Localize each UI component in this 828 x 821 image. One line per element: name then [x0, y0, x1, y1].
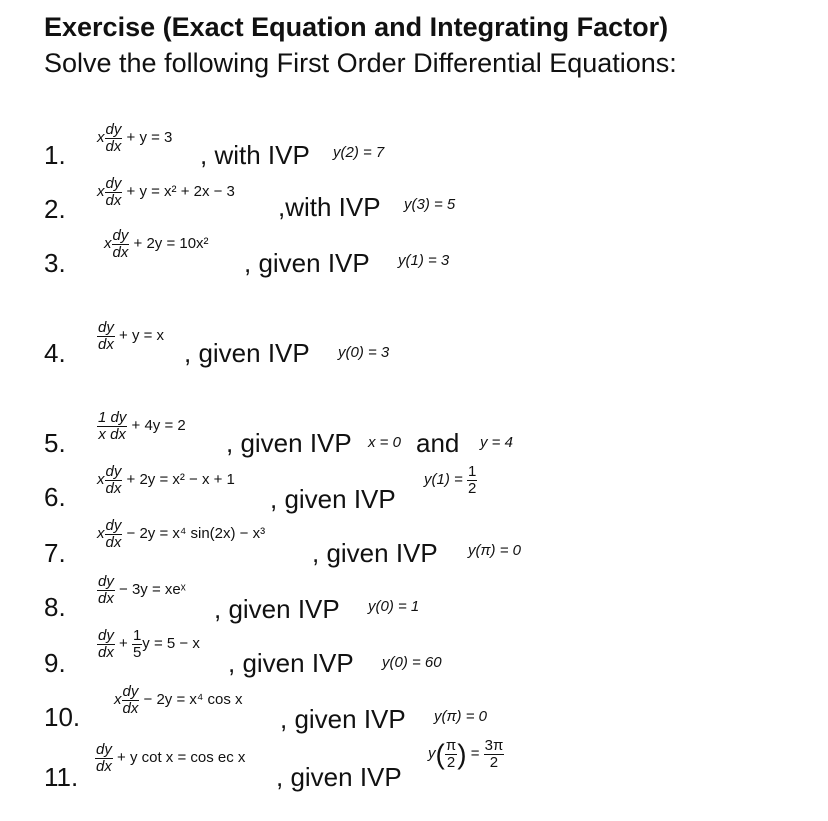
problem-number: 8.: [44, 592, 66, 622]
equation: x $\frac{dy}{dx}$ + 2y = 10x²: [104, 227, 209, 261]
equation: x $\frac{dy}{dx}$ + 2y = x² − x + 1: [97, 463, 235, 497]
problem-number: 4.: [44, 338, 66, 368]
ivp-condition: y( $\frac{\pi}{2}$ ) = $\frac{3\pi}{2}$: [428, 737, 504, 771]
ivp-label: , given IVP: [280, 704, 406, 734]
ivp-label: , with IVP: [200, 140, 310, 170]
ivp-label: , given IVP: [226, 428, 352, 458]
ivp-label: , given IVP: [214, 594, 340, 624]
ivp-condition: y(2) = 7: [333, 144, 385, 161]
problem-number: 1.: [44, 140, 66, 170]
ivp-condition-2: y = 4: [480, 434, 513, 451]
ivp-label: , given IVP: [276, 762, 402, 792]
equation: $\frac{1 dy}{\text{x dx}}$ + 4y = 2: [98, 409, 186, 443]
ivp-label: ,with IVP: [278, 192, 381, 222]
ivp-condition: y(π) = 0: [434, 708, 487, 725]
page-subtitle: Solve the following First Order Differential Equations:: [44, 48, 677, 78]
page-title: Exercise (Exact Equation and Integrating Factor): [44, 12, 669, 42]
problem-number: 6.: [44, 482, 66, 512]
equation: $\frac{dy}{dx}$ + y cot x = cos ec x: [96, 741, 246, 775]
problem-number: 9.: [44, 648, 66, 678]
ivp-condition: y(0) = 60: [382, 654, 442, 671]
ivp-condition: y(π) = 0: [468, 542, 521, 559]
equation: x $\frac{dy}{dx}$ + y = x² + 2x − 3: [97, 175, 235, 209]
and-label: and: [416, 428, 460, 458]
problem-number: 7.: [44, 538, 66, 568]
problem-number: 10.: [44, 702, 81, 732]
problem-number: 3.: [44, 248, 66, 278]
ivp-label: , given IVP: [228, 648, 354, 678]
equation: x $\frac{dy}{dx}$ + y = 3: [97, 121, 173, 155]
ivp-condition: y(1) = $\frac{1}{2}$: [424, 463, 477, 497]
ivp-condition: y(0) = 3: [338, 344, 390, 361]
equation: x $\frac{dy}{dx}$ − 2y = x⁴ cos x: [114, 683, 243, 717]
ivp-label: , given IVP: [184, 338, 310, 368]
problem-number: 5.: [44, 428, 66, 458]
ivp-condition: y(3) = 5: [404, 196, 456, 213]
equation: $\frac{dy}{dx}$ + $\frac{1}{5}$ y = 5 − x: [98, 627, 200, 661]
problem-number: 2.: [44, 194, 66, 224]
ivp-label: , given IVP: [244, 248, 370, 278]
ivp-condition: y(1) = 3: [398, 252, 450, 269]
equation: $\frac{dy}{dx}$ + y = x: [98, 319, 165, 353]
equation: $\frac{dy}{dx}$ − 3y = xeˣ: [98, 573, 186, 607]
problem-number: 11.: [44, 762, 79, 792]
equation: x $\frac{dy}{dx}$ − 2y = x⁴ sin(2x) − x³: [97, 517, 266, 551]
ivp-label: , given IVP: [270, 484, 396, 514]
ivp-label: , given IVP: [312, 538, 438, 568]
ivp-condition: y(0) = 1: [368, 598, 420, 615]
ivp-condition: x = 0: [368, 434, 401, 451]
